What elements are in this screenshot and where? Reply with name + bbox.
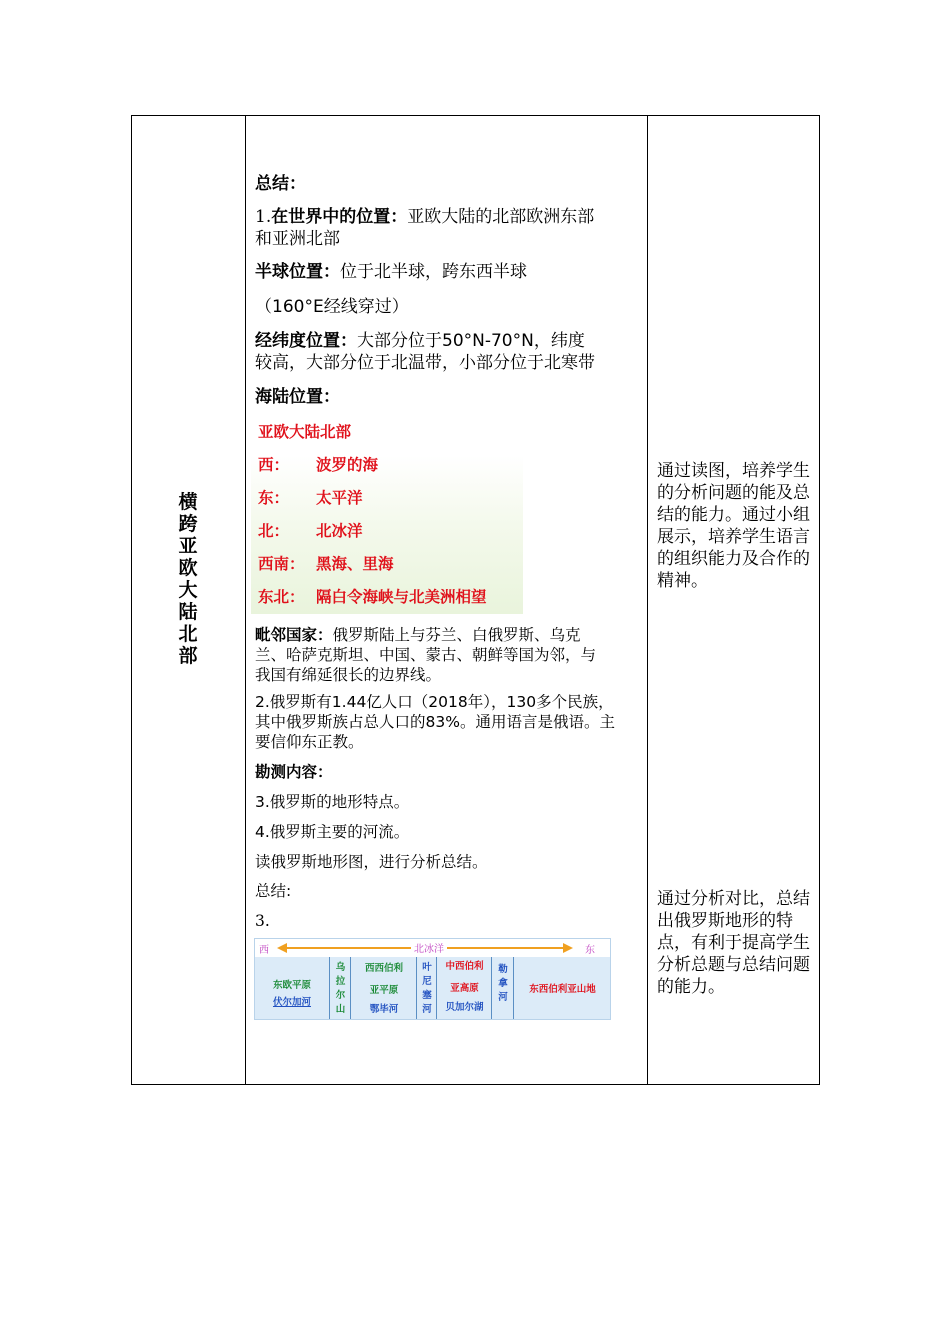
- world-position: 1.在世界中的位置：亚欧大陆的北部欧洲东部 和亚洲北部: [255, 207, 595, 249]
- ocean-label: 北冰洋: [411, 940, 447, 955]
- summary-number: 3.: [255, 912, 270, 930]
- title-char: 陆: [178, 601, 198, 623]
- sea-item: 东： 太平洋: [258, 488, 363, 507]
- section-title: [170, 491, 206, 667]
- terrain-cell: 中西伯利 亚高原 贝加尔湖: [436, 957, 492, 1020]
- section-title-cell: [132, 116, 245, 1084]
- title-char: 部: [178, 645, 198, 667]
- terrain-cell: 东欧平原 伏尔加河: [272, 980, 311, 1008]
- teaching-note-1: 通过读图，培养学生的分析问题的能及总结的能力。通过小组展示，培养学生语言的组织能力及合作的精神。: [657, 461, 810, 591]
- hemisphere-note: （160°E经线穿过）: [255, 297, 409, 317]
- east-label: 东: [585, 945, 595, 956]
- sea-item: 西南： 黑海、里海: [258, 554, 394, 573]
- lesson-table: [131, 115, 820, 1085]
- content-cell: [246, 116, 646, 1084]
- hemisphere-position: 半球位置：位于北半球，跨东西半球: [255, 262, 527, 282]
- terrain-cell: 乌拉尔山: [329, 957, 351, 1020]
- summary-heading-2: 总结:: [255, 882, 292, 900]
- sea-land-panel: [251, 416, 523, 614]
- terrain-cell: 东西伯利亚山地: [513, 957, 611, 1020]
- title-char: 跨: [178, 513, 198, 535]
- read-map-instruction: 读俄罗斯地形图，进行分析总结。: [255, 853, 488, 871]
- sea-land-label: 海陆位置：: [255, 387, 340, 407]
- title-char: 亚: [178, 535, 198, 557]
- survey-label: 勘测内容：: [255, 763, 333, 781]
- terrain-header: [255, 939, 610, 957]
- title-char: 大: [178, 579, 198, 601]
- terrain-cell: 勒拿河: [491, 957, 514, 1020]
- population: 2.俄罗斯有1.44亿人口（2018年），130多个民族， 其中俄罗斯族占总人口的83%。通用语言是俄语。主 要信仰东正教。: [255, 693, 615, 751]
- sea-item: 东北： 隔白令海峡与北美洲相望: [258, 587, 487, 606]
- sea-item: 亚欧大陆北部: [258, 422, 352, 441]
- terrain-cell: 叶尼塞河: [416, 957, 437, 1020]
- survey-item-3: 3.俄罗斯的地形特点。: [255, 793, 410, 811]
- sea-item: 北： 北冰洋: [258, 521, 363, 540]
- terrain-cell: 西西伯利 亚平原 鄂毕河: [350, 957, 417, 1020]
- title-char: 北: [178, 623, 198, 645]
- summary-heading: 总结：: [255, 174, 306, 194]
- title-char: 欧: [178, 557, 198, 579]
- west-label: 西: [259, 945, 269, 956]
- latlon-position: 经纬度位置：大部分位于50°N-70°N，纬度 较高，大部分位于北温带，小部分位于北寒带: [255, 331, 595, 373]
- neighbors: 毗邻国家：俄罗斯陆上与芬兰、白俄罗斯、乌克 兰、哈萨克斯坦、中国、蒙古、朝鲜等国为邻，与 我国有绵延很长的边界线。: [255, 626, 597, 684]
- terrain-profile-figure: [254, 938, 611, 1020]
- sea-item: 西： 波罗的海: [258, 455, 379, 474]
- survey-item-4: 4.俄罗斯主要的河流。: [255, 823, 410, 841]
- title-char: 横: [178, 491, 198, 513]
- teaching-note-2: 通过分析对比，总结出俄罗斯地形的特点，有利于提高学生分析总题与总结问题的能力。: [657, 889, 810, 997]
- notes-cell: [648, 116, 818, 1084]
